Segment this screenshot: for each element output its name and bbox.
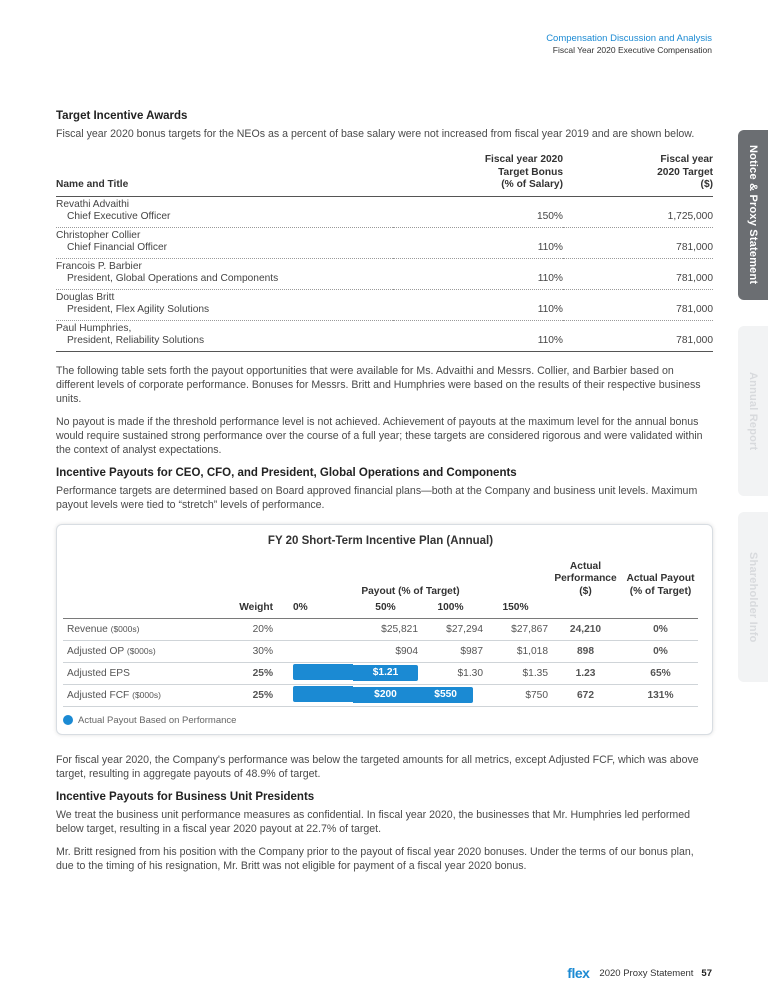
payout-bar-fcf-50: $200 <box>353 687 418 703</box>
side-tab-shareholder-info[interactable]: Shareholder Info <box>738 512 768 682</box>
col-150: 150% <box>483 600 548 618</box>
col-50: 50% <box>353 600 418 618</box>
document-name: 2020 Proxy Statement <box>599 967 694 979</box>
actual-performance-value: 1.23 <box>548 662 623 684</box>
legend-label: Actual Payout Based on Performance <box>78 714 237 726</box>
bu-paragraph-2: Mr. Britt resigned from his position with the Company prior to the payout of fiscal year 2020 bonuses. Under the terms of our bonus plan, due to the timing of his resignation, Mr. Britt was not eligible for payment of a fiscal year 2020 bonus. <box>56 845 694 872</box>
page-footer <box>567 965 712 981</box>
col-target-amount: Fiscal year 2020 Target ($) <box>563 154 713 196</box>
bu-paragraph-1: We treat the business unit performance measures as confidential. In fiscal year 2020, the businesses that Mr. Humphries led performed below target, resulting in a fiscal year 2020 payout at 22.7% of target. <box>56 808 690 835</box>
table-row: Adjusted OP ($000s) 30% $904 $987 $1,018 898 0% <box>63 640 698 662</box>
actual-performance-value: 672 <box>548 684 623 706</box>
actual-performance-header: Actual Performance ($) <box>554 560 617 597</box>
payout-bar-fcf-100: $550 <box>418 687 473 703</box>
col-weight: Weight <box>198 600 273 618</box>
incentive-plan-panel <box>56 524 713 735</box>
table-row: Adjusted FCF ($000s) 25% $200 $550 $750 672 131% <box>63 684 698 706</box>
main-content <box>56 109 713 873</box>
table-row: Adjusted EPS 25% $1.21 $1.30 $1.35 1.23 65% <box>63 662 698 684</box>
target-awards-heading: Target Incentive Awards <box>56 110 188 122</box>
paragraph-performance-summary: For fiscal year 2020, the Company's performance was below the targeted amounts for all metrics, except Adjusted FCF, which was above target, resulting in aggregate payouts of 48.9% of target. <box>56 753 699 780</box>
actual-payout-value: 0% <box>623 618 698 640</box>
flex-logo: flex <box>567 965 590 981</box>
plan-title: FY 20 Short-Term Incentive Plan (Annual) <box>267 534 494 547</box>
col-0: 0% <box>273 600 353 618</box>
page-number: 57 <box>701 967 712 979</box>
table-row: Douglas Britt President, Flex Agility Solutions 110% 781,000 <box>56 289 713 320</box>
target-awards-intro: Fiscal year 2020 bonus targets for the NEOs as a percent of base salary were not increased from fiscal year 2019 and are shown below. <box>56 128 695 140</box>
actual-payout-header: Actual Payout (% of Target) <box>626 573 695 597</box>
actual-payout-value: 131% <box>623 684 698 706</box>
payout-bar-eps: $1.21 <box>353 665 418 681</box>
actual-performance-value: 898 <box>548 640 623 662</box>
side-tab-proxy-statement[interactable]: Notice & Proxy Statement <box>738 130 768 300</box>
incentive-ceo-text: Performance targets are determined based on Board approved financial plans—both at the Company and business unit levels. Maximum payout levels were tied to “stretch” levels of performance. <box>56 484 698 511</box>
incentive-plan-table <box>63 559 698 707</box>
legend <box>63 715 698 726</box>
section-subtitle: Fiscal Year 2020 Executive Compensation <box>552 45 712 55</box>
table-row: Paul Humphries, President, Reliability Solutions 110% 781,000 <box>56 320 713 351</box>
col-target-bonus: Fiscal year 2020 Target Bonus (% of Salary) <box>393 154 563 196</box>
table-row: Revenue ($000s) 20% $25,821 $27,294 $27,867 24,210 0% <box>63 618 698 640</box>
actual-payout-value: 65% <box>623 662 698 684</box>
target-awards-table <box>56 154 713 352</box>
table-row: Christopher Collier Chief Financial Officer 110% 781,000 <box>56 227 713 258</box>
payout-header: Payout (% of Target) <box>361 585 460 597</box>
paragraph-threshold: No payout is made if the threshold performance level is not achieved. Achievement of payouts at the maximum level for the annual bonus would require sustained strong performance over the course of a full year; these targets are considered rigorous and were validated within the context of analyst expectations. <box>56 415 703 456</box>
col-100: 100% <box>418 600 483 618</box>
side-tab-annual-report[interactable]: Annual Report <box>738 326 768 496</box>
page-header <box>546 33 712 56</box>
actual-payout-value: 0% <box>623 640 698 662</box>
col-name-title: Name and Title <box>56 154 393 196</box>
section-title: Compensation Discussion and Analysis <box>546 33 712 44</box>
table-row: Revathi Advaithi Chief Executive Officer 150% 1,725,000 <box>56 196 713 227</box>
table-row: Francois P. Barbier President, Global Operations and Components 110% 781,000 <box>56 258 713 289</box>
incentive-ceo-heading: Incentive Payouts for CEO, CFO, and President, Global Operations and Components <box>56 466 517 479</box>
paragraph-payout-opportunities: The following table sets forth the payout opportunities that were available for Ms. Advaithi and Messrs. Collier, and Barbier based on different levels of corporate performance. Bonuses for Messrs. Britt and Humphries were based on the results of their respective business units. <box>56 364 701 405</box>
actual-performance-value: 24,210 <box>548 618 623 640</box>
bu-heading: Incentive Payouts for Business Unit Presidents <box>56 790 315 803</box>
legend-dot-icon <box>63 715 73 725</box>
